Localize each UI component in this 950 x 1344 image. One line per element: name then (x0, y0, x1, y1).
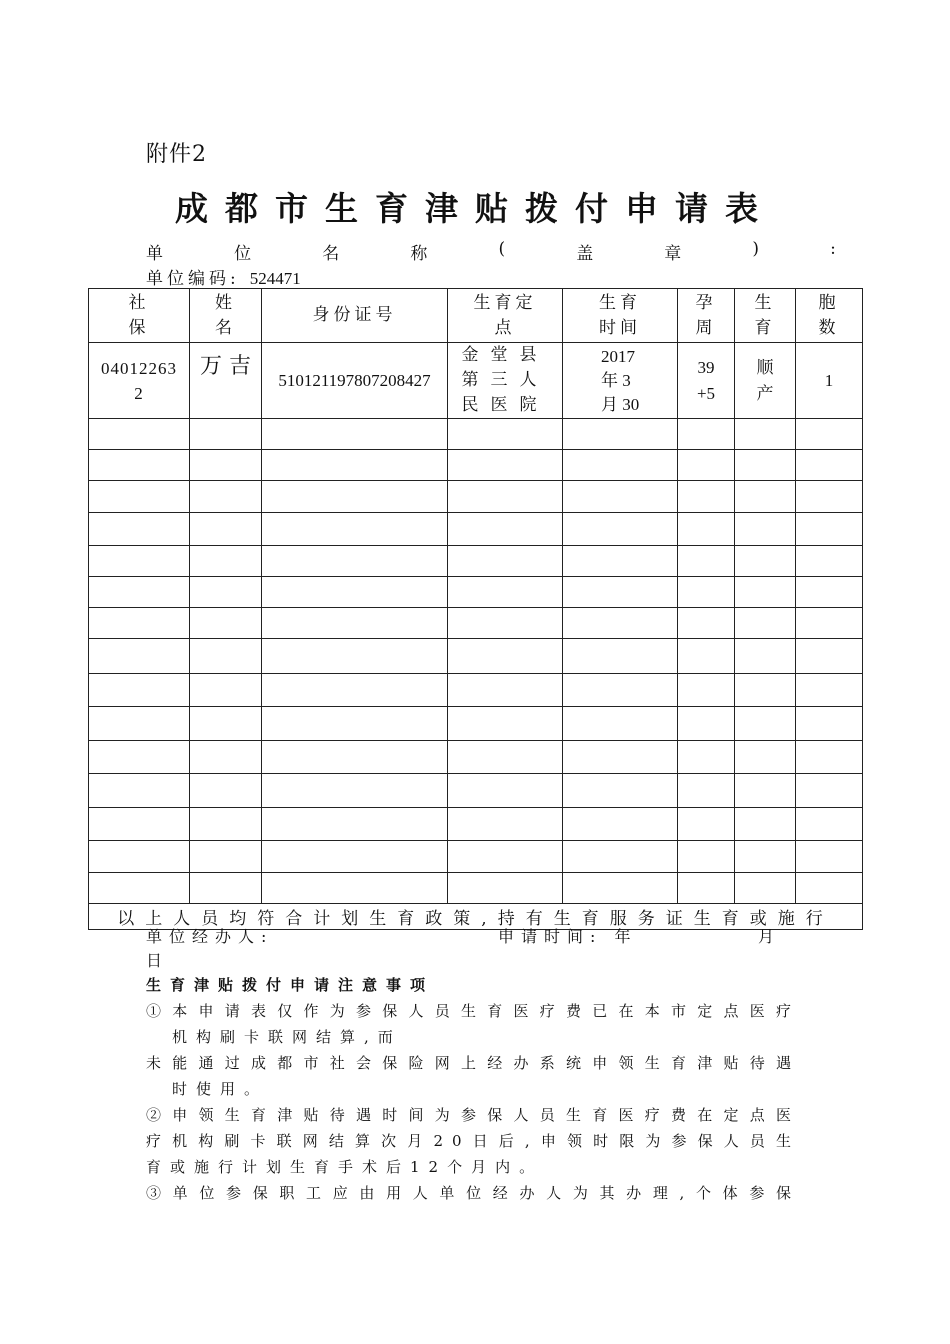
note-1-line-1: ①本申请表仅作为参保人员生育医疗费已在本市定点医疗 (146, 1002, 800, 1020)
unit-name-line (146, 239, 836, 264)
cell-name (190, 343, 262, 419)
note-2-line-3: 育或施行计划生育手术后12个月内。 (146, 1158, 544, 1176)
unit-name-char: 章 (664, 244, 682, 264)
note-1-line-3: 未能通过成都市社会保险网上经办系统申领生育津贴待遇 (146, 1054, 800, 1072)
empty-row (89, 608, 863, 639)
note-3-line-1: ③单位参保职工应由用人单位经办人为其办理,个体参保 (146, 1184, 800, 1202)
empty-row (89, 513, 863, 546)
cell-hospital: 金堂县第三人民医院 (448, 343, 563, 419)
header-social-security: 社保 (89, 289, 190, 343)
unit-name-char: ( (498, 239, 506, 259)
cell-social-security: 04012263 2 (89, 343, 190, 419)
empty-row (89, 481, 863, 513)
header-hospital: 生育定点 (448, 289, 563, 343)
unit-name-char: 称 (410, 244, 428, 264)
empty-row (89, 639, 863, 674)
person-name: 万 吉 (200, 354, 251, 379)
unit-name-char: : (830, 239, 836, 259)
header-name: 姓名 (190, 289, 262, 343)
note-1-line-2: 机构刷卡联网结算,而 (172, 1028, 402, 1046)
notes-section (146, 972, 800, 1206)
apply-day-label: 日 (146, 951, 163, 970)
empty-row (89, 674, 863, 707)
notes-title: 生育津贴拨付申请注意事项 (146, 976, 435, 994)
empty-row (89, 808, 863, 841)
unit-name-char: 位 (234, 244, 252, 264)
empty-row (89, 546, 863, 577)
header-id-number: 身份证号 (262, 289, 448, 343)
unit-name-char: 盖 (576, 244, 594, 264)
cell-birth-date: 2017 年 3 月 30 (563, 343, 678, 419)
cell-gestation-weeks: 39 +5 (678, 343, 735, 419)
cell-delivery-type: 顺 产 (735, 343, 796, 419)
empty-row (89, 741, 863, 774)
unit-code-label: 单位编码: (146, 269, 240, 289)
unit-name-char: ) (752, 239, 760, 259)
apply-time-label: 申请时间: 年 (498, 927, 638, 946)
note-2-line-2: 疗机构刷卡联网结算次月20日后,申领时限为参保人员生 (146, 1132, 800, 1150)
unit-name-char: 名 (322, 244, 340, 264)
empty-row (89, 707, 863, 741)
attachment-label: 附件2 (146, 142, 207, 167)
form-title: 成都市生育津贴拨付申请表 (175, 189, 775, 228)
header-birth-date: 生育时间 (563, 289, 678, 343)
empty-row (89, 577, 863, 608)
empty-row (89, 774, 863, 808)
header-delivery-type: 生育 (735, 289, 796, 343)
table-row (89, 343, 863, 419)
cell-id-number: 510121197807208427 (262, 343, 448, 419)
handler-label: 单位经办人: (146, 927, 274, 946)
compliance-statement: 以上人员均符合计划生育政策,持有生育服务证生育或施行 (89, 904, 863, 930)
note-2-line-1: ②申领生育津贴待遇时间为参保人员生育医疗费在定点医 (146, 1106, 800, 1124)
header-gestation-weeks: 孕周 (678, 289, 735, 343)
unit-code-value: 524471 (249, 269, 301, 288)
note-1-line-4: 时使用。 (172, 1080, 269, 1098)
cell-count: 1 (796, 343, 863, 419)
empty-row (89, 841, 863, 873)
table-header-row (89, 289, 863, 343)
apply-month-label: 月 (758, 927, 782, 946)
empty-row (89, 450, 863, 481)
empty-row (89, 873, 863, 904)
header-count: 胞数 (796, 289, 863, 343)
application-table (88, 288, 863, 930)
unit-name-char: 单 (146, 244, 163, 264)
unit-code-line (146, 264, 301, 289)
handler-line (146, 924, 796, 947)
empty-row (89, 419, 863, 450)
